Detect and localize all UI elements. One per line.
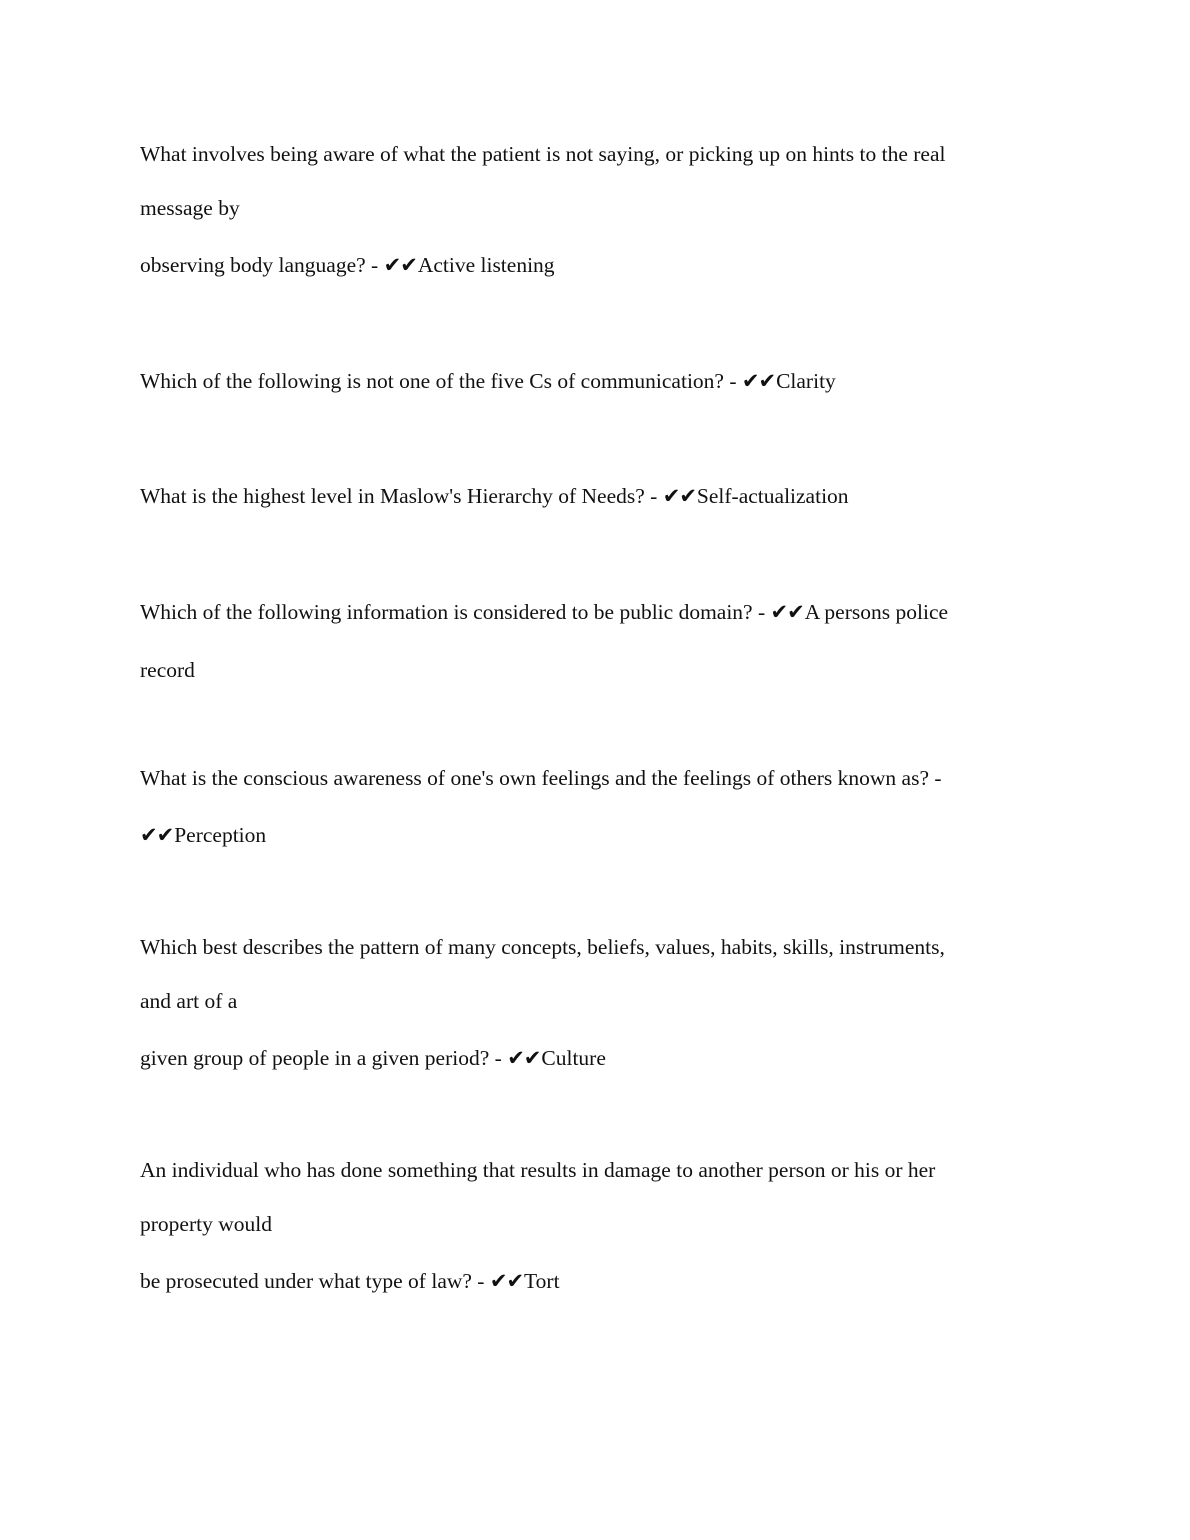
question-answer-line <box>140 1045 606 1071</box>
question-line: message by <box>140 196 240 220</box>
question-line: observing body language? - <box>140 253 384 277</box>
check-mark-icon: ✔✔ <box>741 369 776 393</box>
answer-text: Perception <box>174 823 267 847</box>
answer-text: Clarity <box>776 369 836 393</box>
question-line: property would <box>140 1212 272 1236</box>
question-line: Which best describes the pattern of many concepts, beliefs, values, habits, skills, instruments, <box>140 935 945 959</box>
check-mark-icon: ✔✔ <box>507 1046 541 1070</box>
answer-text: Culture <box>541 1046 606 1070</box>
question-answer-line <box>140 368 836 394</box>
question-line: be prosecuted under what type of law? - <box>140 1269 490 1293</box>
question-answer-line <box>140 599 948 625</box>
question-line: Which of the following information is considered to be public domain? - <box>140 600 771 624</box>
answer-text: A persons police <box>804 600 949 624</box>
question-line: Which of the following is not one of the five Cs of communication? - <box>140 369 742 393</box>
check-mark-icon: ✔✔ <box>770 600 804 624</box>
question-line: An individual who has done something that results in damage to another person or his or her <box>140 1158 936 1182</box>
question-line: What is the highest level in Maslow's Hierarchy of Needs? - <box>140 484 663 508</box>
question-answer-line <box>140 483 849 509</box>
check-mark-icon: ✔✔ <box>383 253 417 277</box>
answer-text: Self-actualization <box>696 484 849 508</box>
check-mark-icon: ✔✔ <box>140 823 174 847</box>
question-line: What involves being aware of what the patient is not saying, or picking up on hints to the real <box>140 142 946 166</box>
question-answer-line <box>140 252 555 278</box>
question-line: given group of people in a given period? - <box>140 1046 508 1070</box>
answer-text: Active listening <box>417 253 555 277</box>
check-mark-icon: ✔✔ <box>489 1269 524 1293</box>
check-mark-icon: ✔✔ <box>662 484 696 508</box>
question-line: What is the conscious awareness of one's own feelings and the feelings of others known as? - <box>140 766 942 790</box>
question-answer-line <box>140 1268 560 1294</box>
answer-line <box>140 822 266 848</box>
answer-text: Tort <box>524 1269 560 1293</box>
question-line: and art of a <box>140 989 238 1013</box>
answer-continued: record <box>140 658 195 682</box>
